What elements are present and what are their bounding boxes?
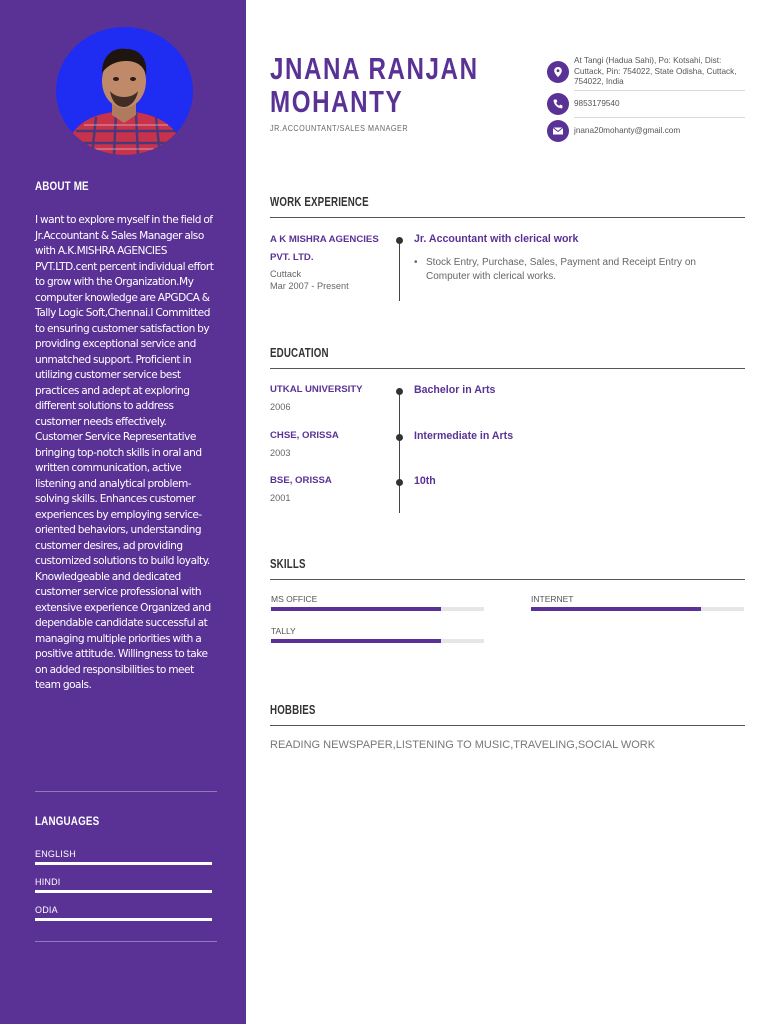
language-label: ODIA	[35, 905, 58, 915]
address-text: At Tangi (Hadua Sahi), Po: Kotsahi, Dist: Cuttack, Pin: 754022, State Odisha, Cuttack, 754022, India	[574, 56, 737, 86]
contact-address	[547, 56, 745, 91]
email-text[interactable]: jnana20mohanty@gmail.com	[574, 126, 681, 135]
degree-title: 10th	[414, 475, 436, 487]
language-item	[35, 849, 212, 865]
language-level-bar	[35, 862, 212, 865]
skill-level-fill	[531, 607, 701, 611]
language-item	[35, 877, 212, 893]
contact-email	[547, 120, 745, 142]
name-line-1: JNANA RANJAN	[270, 51, 479, 86]
school-name: UTKAL UNIVERSITY	[270, 384, 363, 395]
skill-level-bar	[531, 607, 744, 611]
language-label: HINDI	[35, 877, 61, 887]
contact-phone	[547, 93, 745, 115]
education-heading: EDUCATION	[270, 346, 329, 360]
work-experience-heading: WORK EXPERIENCE	[270, 195, 369, 209]
skill-item	[271, 594, 484, 611]
language-level-bar	[35, 890, 212, 893]
timeline-line	[399, 391, 400, 513]
degree-title: Intermediate in Arts	[414, 430, 514, 442]
school-year: 2006	[270, 402, 291, 412]
timeline-dot	[396, 388, 403, 395]
skill-item	[271, 626, 484, 643]
avatar	[56, 27, 193, 155]
phone-icon	[547, 93, 569, 115]
language-level-bar	[35, 918, 212, 921]
work-dates: Mar 2007 - Present	[270, 281, 349, 291]
skill-label: INTERNET	[531, 594, 574, 604]
location-pin-icon	[547, 61, 569, 83]
section-rule	[270, 725, 745, 726]
skill-label: MS OFFICE	[271, 594, 318, 604]
skill-level-fill	[271, 639, 441, 643]
language-label: ENGLISH	[35, 849, 76, 859]
skill-level-fill	[271, 607, 441, 611]
about-text: I want to explore myself in the field of Jr.Accountant & Sales Manager also with A.K.MISHRA AGENCIES PVT.LTD.cent percent individual effort to grow with the Organization.My computer knowledge are APGDCA & Tally Logic Soft,Chennai.I Committed to ensuring customer satisfaction by providing exceptional service and unmatched support. Proficient in utilizing customer service best practices and adept at exploring different solutions to address customer needs effectively. Customer Service Representative bringing top-notch skills in oral and written communication, active listening and analytical problem-solving skills. Enhances customer experiences by employing service-oriented behaviors, understanding customer desires, ad providing customized solutions to build loyalty. Knowledgeable and dedicated customer service professional with extensive experience Organized and dependable candidate successful at managing multiple priorities with a positive attitude. Willingness to take on added responsibilities to meet team goals.	[35, 214, 214, 691]
hobbies-text: READING NEWSPAPER,LISTENING TO MUSIC,TRAVELING,SOCIAL WORK	[270, 739, 656, 751]
employer-name: A K MISHRA AGENCIES PVT. LTD.	[270, 234, 379, 263]
job-title: JR.ACCOUNTANT/SALES MANAGER	[270, 123, 409, 133]
languages-heading: LANGUAGES	[35, 814, 100, 828]
skill-level-bar	[271, 639, 484, 643]
language-level-fill	[35, 890, 212, 893]
timeline-dot	[396, 479, 403, 486]
divider	[35, 941, 217, 942]
school-year: 2001	[270, 493, 291, 503]
timeline-dot	[396, 237, 403, 244]
language-level-fill	[35, 918, 212, 921]
school-year: 2003	[270, 448, 291, 458]
skill-label: TALLY	[271, 626, 296, 636]
section-rule	[270, 368, 745, 369]
candidate-name	[270, 51, 479, 119]
sidebar	[0, 0, 246, 1024]
name-line-2: MOHANTY	[270, 84, 404, 119]
skill-level-bar	[271, 607, 484, 611]
hobbies-heading: HOBBIES	[270, 703, 316, 717]
work-location: Cuttack	[270, 269, 302, 279]
contact-divider	[574, 117, 745, 118]
position-title: Jr. Accountant with clerical work	[414, 233, 579, 245]
timeline-dot	[396, 434, 403, 441]
contact-divider	[574, 90, 745, 91]
divider	[35, 791, 217, 792]
about-heading: ABOUT ME	[35, 179, 89, 193]
degree-title: Bachelor in Arts	[414, 384, 496, 396]
section-rule	[270, 217, 745, 218]
language-level-fill	[35, 862, 212, 865]
phone-text: 9853179540	[574, 99, 620, 108]
language-item	[35, 905, 212, 921]
school-name: BSE, ORISSA	[270, 475, 332, 486]
email-icon	[547, 120, 569, 142]
school-name: CHSE, ORISSA	[270, 430, 339, 441]
timeline-line	[399, 240, 400, 301]
position-description: • Stock Entry, Purchase, Sales, Payment and Receipt Entry on Computer with clerical works.	[414, 256, 739, 284]
skill-item	[531, 594, 744, 611]
section-rule	[270, 579, 745, 580]
profile-photo	[56, 27, 193, 155]
skills-heading: SKILLS	[270, 557, 306, 571]
